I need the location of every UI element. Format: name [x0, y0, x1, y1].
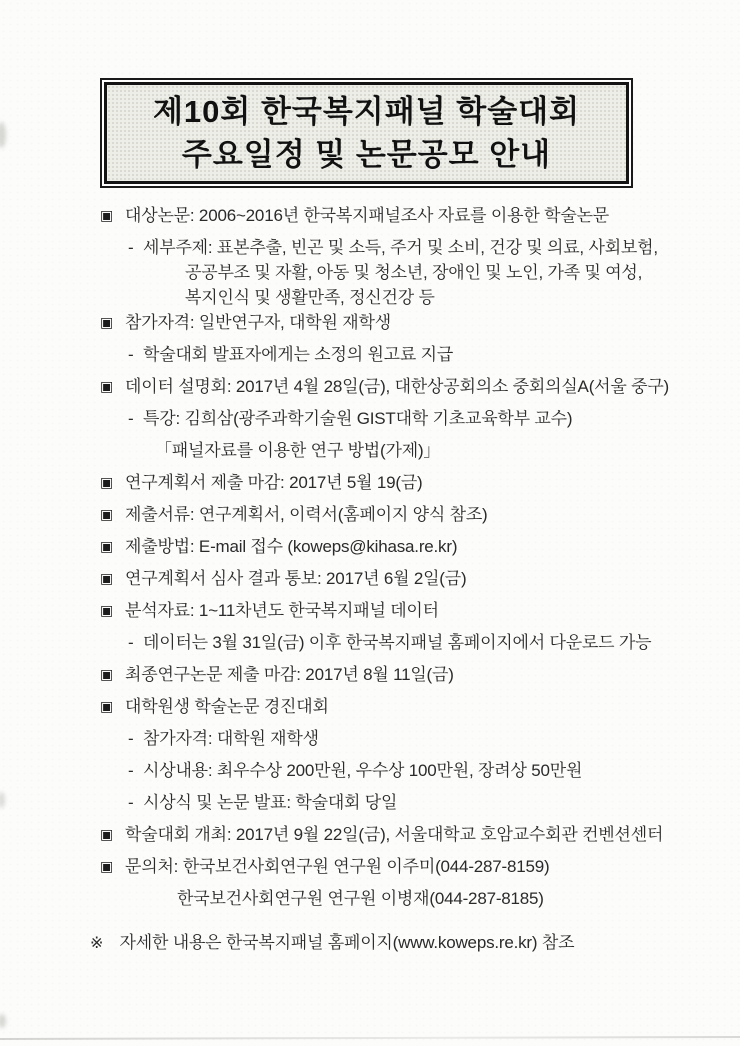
- list-item-text: 대학원생 학술논문 경진대회: [125, 697, 329, 716]
- square-bullet-icon: ▣: [100, 666, 114, 682]
- list-item-review-notification: [100, 568, 680, 589]
- reference-mark-icon: ※: [90, 935, 104, 952]
- contact-second-line: [100, 888, 680, 909]
- list-item-proposal-deadline: [100, 472, 680, 493]
- sub-item-text: 세부주제: 표본추출, 빈곤 및 소득, 주거 및 소비, 건강 및 의료, 사회보험,: [143, 238, 658, 257]
- sub-item-fee-note: [100, 344, 680, 365]
- square-bullet-icon: ▣: [100, 858, 114, 874]
- sub-item-text: 학술대회 발표자에게는 소정의 원고료 지급: [143, 345, 454, 364]
- dash-bullet-icon: -: [128, 345, 134, 364]
- list-item-text: 학술대회 개최: 2017년 9월 22일(금), 서울대학교 호암교수회관 컨벤션센터: [125, 825, 664, 844]
- list-item-text: 연구계획서 심사 결과 통보: 2017년 6월 2일(금): [125, 569, 467, 588]
- list-item-text: 문의처: 한국보건사회연구원 연구원 이주미(044-287-8159): [125, 857, 550, 876]
- continuation-line: [100, 262, 680, 283]
- dash-bullet-icon: -: [128, 729, 134, 748]
- dash-bullet-icon: -: [128, 761, 134, 780]
- continuation-text: 공공부조 및 자활, 아동 및 청소년, 장애인 및 노인, 가족 및 여성,: [185, 263, 643, 282]
- square-bullet-icon: ▣: [100, 474, 114, 490]
- square-bullet-icon: ▣: [100, 538, 114, 554]
- sub-item-text: 시상식 및 논문 발표: 학술대회 당일: [143, 793, 398, 812]
- sub-item-awards: [100, 760, 680, 781]
- sub-item-text: 특강: 김희삼(광주과학기술원 GIST대학 기초교육학부 교수): [143, 409, 573, 428]
- square-bullet-icon: ▣: [100, 506, 114, 522]
- list-item-text: 참가자격: 일반연구자, 대학원 재학생: [125, 313, 391, 332]
- footnote-text: 자세한 내용은 한국복지패널 홈페이지(www.koweps.re.kr) 참조: [119, 933, 575, 952]
- list-item-contact: [100, 856, 680, 877]
- lecture-title-quote: [100, 440, 680, 461]
- continuation-text: 한국보건사회연구원 연구원 이병재(044-287-8185): [177, 889, 544, 908]
- square-bullet-icon: ▣: [100, 378, 114, 394]
- footnote: [90, 932, 574, 954]
- sub-item-data-download: [100, 632, 680, 653]
- square-bullet-icon: ▣: [100, 698, 114, 714]
- sub-item-text: 데이터는 3월 31일(금) 이후 한국복지패널 홈페이지에서 다운로드 가능: [143, 633, 652, 652]
- continuation-text: 복지인식 및 생활만족, 정신건강 등: [185, 288, 435, 307]
- sub-item-text: 시상내용: 최우수상 200만원, 우수상 100만원, 장려상 50만원: [143, 761, 583, 780]
- list-item-eligibility: [100, 312, 680, 333]
- list-item-text: 제출방법: E-mail 접수 (koweps@kihasa.re.kr): [125, 537, 458, 556]
- list-item-final-paper-deadline: [100, 664, 680, 685]
- sub-item-detail-topics: [100, 237, 680, 258]
- list-item-submission-documents: [100, 504, 680, 525]
- list-item-text: 최종연구논문 제출 마감: 2017년 8월 11일(금): [125, 665, 454, 684]
- title-box: [100, 78, 633, 188]
- page-title-line2: 주요일정 및 논문공모 안내: [181, 136, 552, 172]
- sub-item-text: 참가자격: 대학원 재학생: [143, 729, 319, 748]
- square-bullet-icon: ▣: [100, 826, 114, 842]
- sub-item-competition-eligibility: [100, 728, 680, 749]
- list-item-conference-date: [100, 824, 680, 845]
- scan-edge-line: [0, 1036, 740, 1040]
- dash-bullet-icon: -: [128, 409, 134, 428]
- sub-item-special-lecture: [100, 408, 680, 429]
- list-item-text: 분석자료: 1~11차년도 한국복지패널 데이터: [125, 601, 439, 620]
- list-item-graduate-competition: [100, 696, 680, 717]
- continuation-line: [100, 287, 680, 308]
- list-item-submission-method: [100, 536, 680, 557]
- list-item-text: 대상논문: 2006~2016년 한국복지패널조사 자료를 이용한 학술논문: [125, 206, 610, 225]
- list-item-target-papers: [100, 205, 680, 226]
- quote-text: 「패널자료를 이용한 연구 방법(가제)」: [155, 441, 441, 460]
- square-bullet-icon: ▣: [100, 602, 114, 618]
- list-item-data-briefing: [100, 376, 680, 397]
- scan-smudge: [0, 1014, 6, 1028]
- square-bullet-icon: ▣: [100, 570, 114, 586]
- square-bullet-icon: ▣: [100, 207, 114, 223]
- scan-smudge: [0, 792, 5, 808]
- announcement-body: [100, 205, 680, 920]
- list-item-text: 제출서류: 연구계획서, 이력서(홈페이지 양식 참조): [125, 505, 488, 524]
- list-item-text: 연구계획서 제출 마감: 2017년 5월 19(금): [125, 473, 423, 492]
- dash-bullet-icon: -: [128, 633, 134, 652]
- dash-bullet-icon: -: [128, 793, 134, 812]
- title-box-inner: [104, 82, 629, 184]
- square-bullet-icon: ▣: [100, 314, 114, 330]
- dash-bullet-icon: -: [128, 238, 134, 257]
- scan-smudge: [0, 122, 6, 148]
- page-title-line1: 제10회 한국복지패널 학술대회: [152, 94, 581, 130]
- list-item-analysis-data: [100, 600, 680, 621]
- list-item-text: 데이터 설명회: 2017년 4월 28일(금), 대한상공회의소 중회의실A(서울 중구): [125, 377, 670, 396]
- sub-item-award-ceremony: [100, 792, 680, 813]
